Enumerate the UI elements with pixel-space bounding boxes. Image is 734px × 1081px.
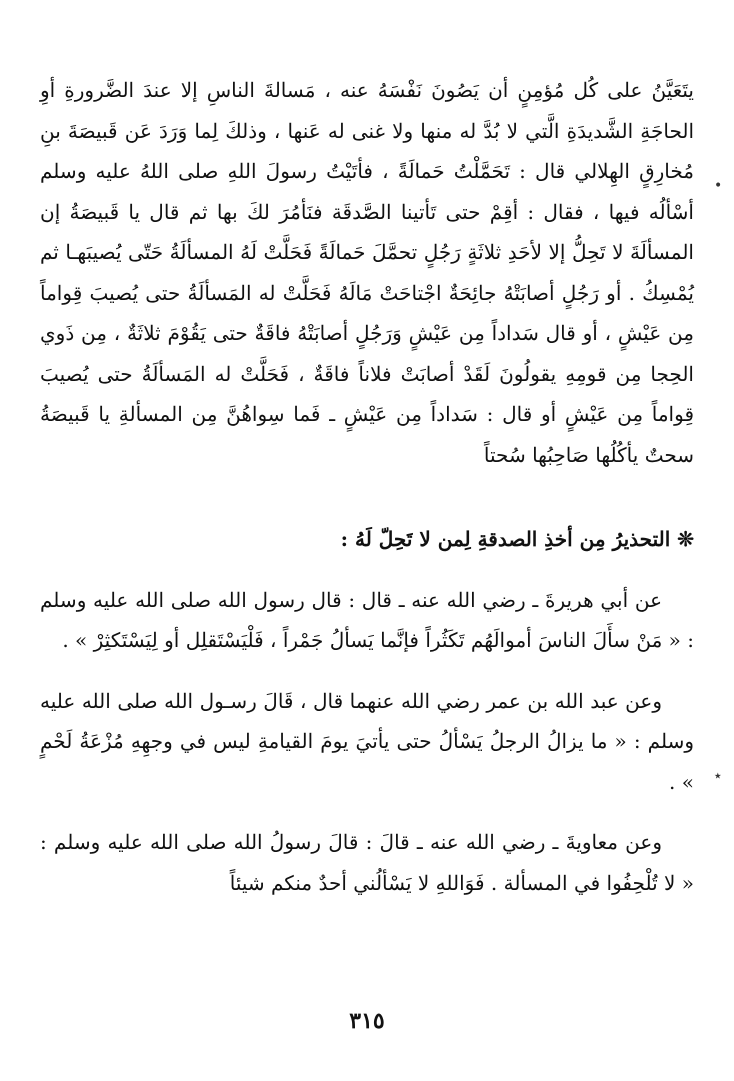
paragraph-qabisa-hadith: يتَعَيَّنُ على كُل مُؤمِنٍ أن يَصُونَ نَفْسَهُ عنه ، مَسالةَ الناسِ إلا عندَ الضَّرورةِ أوِ الحاجَةِ الشَّديدَةِ الَّتي لا بُدَّ له منها ولا غنى له عَنها ، وذلكَ لِما وَرَدَ عَن قَبيصَةَ بنِ مُخارِقٍ الهِلالي قال : تَحَمَّلْتُ حَمالَةً ، فأتَيْتُ رسولَ اللهِ صلى اللهُ عليه وسلم أسْألُه فيها ، فقال : أقِمْ حتى تَأتينا الصَّدقَة فنَأمُرَ لكَ بها ثم قال يا قَبيصَةُ إن المسألَةَ لا تَحِلُّ إلا لأحَدِ ثلاثَةٍ رَجُلٍ تحمَّلَ حَمالَةً فَحَلَّتْ لَهُ المسألَةُ حَتّى يُصيبَهـا ثم يُمْسِكُ . أو رَجُلٍ أصابَتْهُ جائِحَةٌ اجْتاحَتْ مَالَهُ فَحَلَّتْ له المَسألَةُ حتى يُصيبَ قِواماً مِن عَيْشٍ ، أو قال سَداداً مِن عَيْشٍ وَرَجُلٍ أصابَتْهُ فاقَةٌ حتى يَقُوْمَ ثلاثَةٌ ، مِن ذَوي الحِجا مِن قومِهِ يقولُونَ لَقَدْ أصابَتْ فلاناً فاقَةٌ ، فَحَلَّتْ له المَسألَةُ حتى يُصيبَ قِواماً مِن عَيْشٍ أو قال : سَداداً مِن عَيْشٍ ـ فَما سِواهُنَّ مِن المسألةِ يا قَبيصَةُ سحتٌ يأكُلُها صَاحِبُها سُحتاً [40, 78, 694, 467]
paragraph-muawiya: وعن معاويةَ ـ رضي الله عنه ـ قالَ : قالَ رسولُ الله صلى الله عليه وسلم : « لا تُلْحِفُوا في المسألة . فَوَاللهِ لا يَسْألُني أحدٌ منكم شيئاً [40, 830, 694, 895]
margin-star-mark: ٭ [714, 768, 722, 784]
paragraph-abu-hurayra: عن أبي هريرةَ ـ رضي الله عنه ـ قال : قال رسول الله صلى الله عليه وسلم : « مَنْ سأَلَ الناسَ أموالَهُم تَكَثُراً فإنَّما يَسألُ جَمْراً ، فَلْيَسْتَقلِل أو لِيَسْتَكثِرْ » . [40, 587, 694, 652]
page-number: ٣١٥ [349, 1008, 385, 1034]
page-content [40, 70, 694, 903]
paragraph-ibn-umar: وعن عبد الله بن عمر رضي الله عنهما قال ، قَالَ رسـول الله صلى الله عليه وسلم : « ما يزالُ الرجلُ يَسْألُ حتى يأتيَ يومَ القيامةِ ليس في وجهِهِ مُزْعَةُ لَحْمٍ » . [40, 688, 694, 794]
margin-dot-mark: • [714, 178, 723, 194]
section-heading: ❊ التحذيرُ مِن أخذِ الصدقةِ لِمن لا تَحِلّ لَهُ : [340, 527, 694, 551]
